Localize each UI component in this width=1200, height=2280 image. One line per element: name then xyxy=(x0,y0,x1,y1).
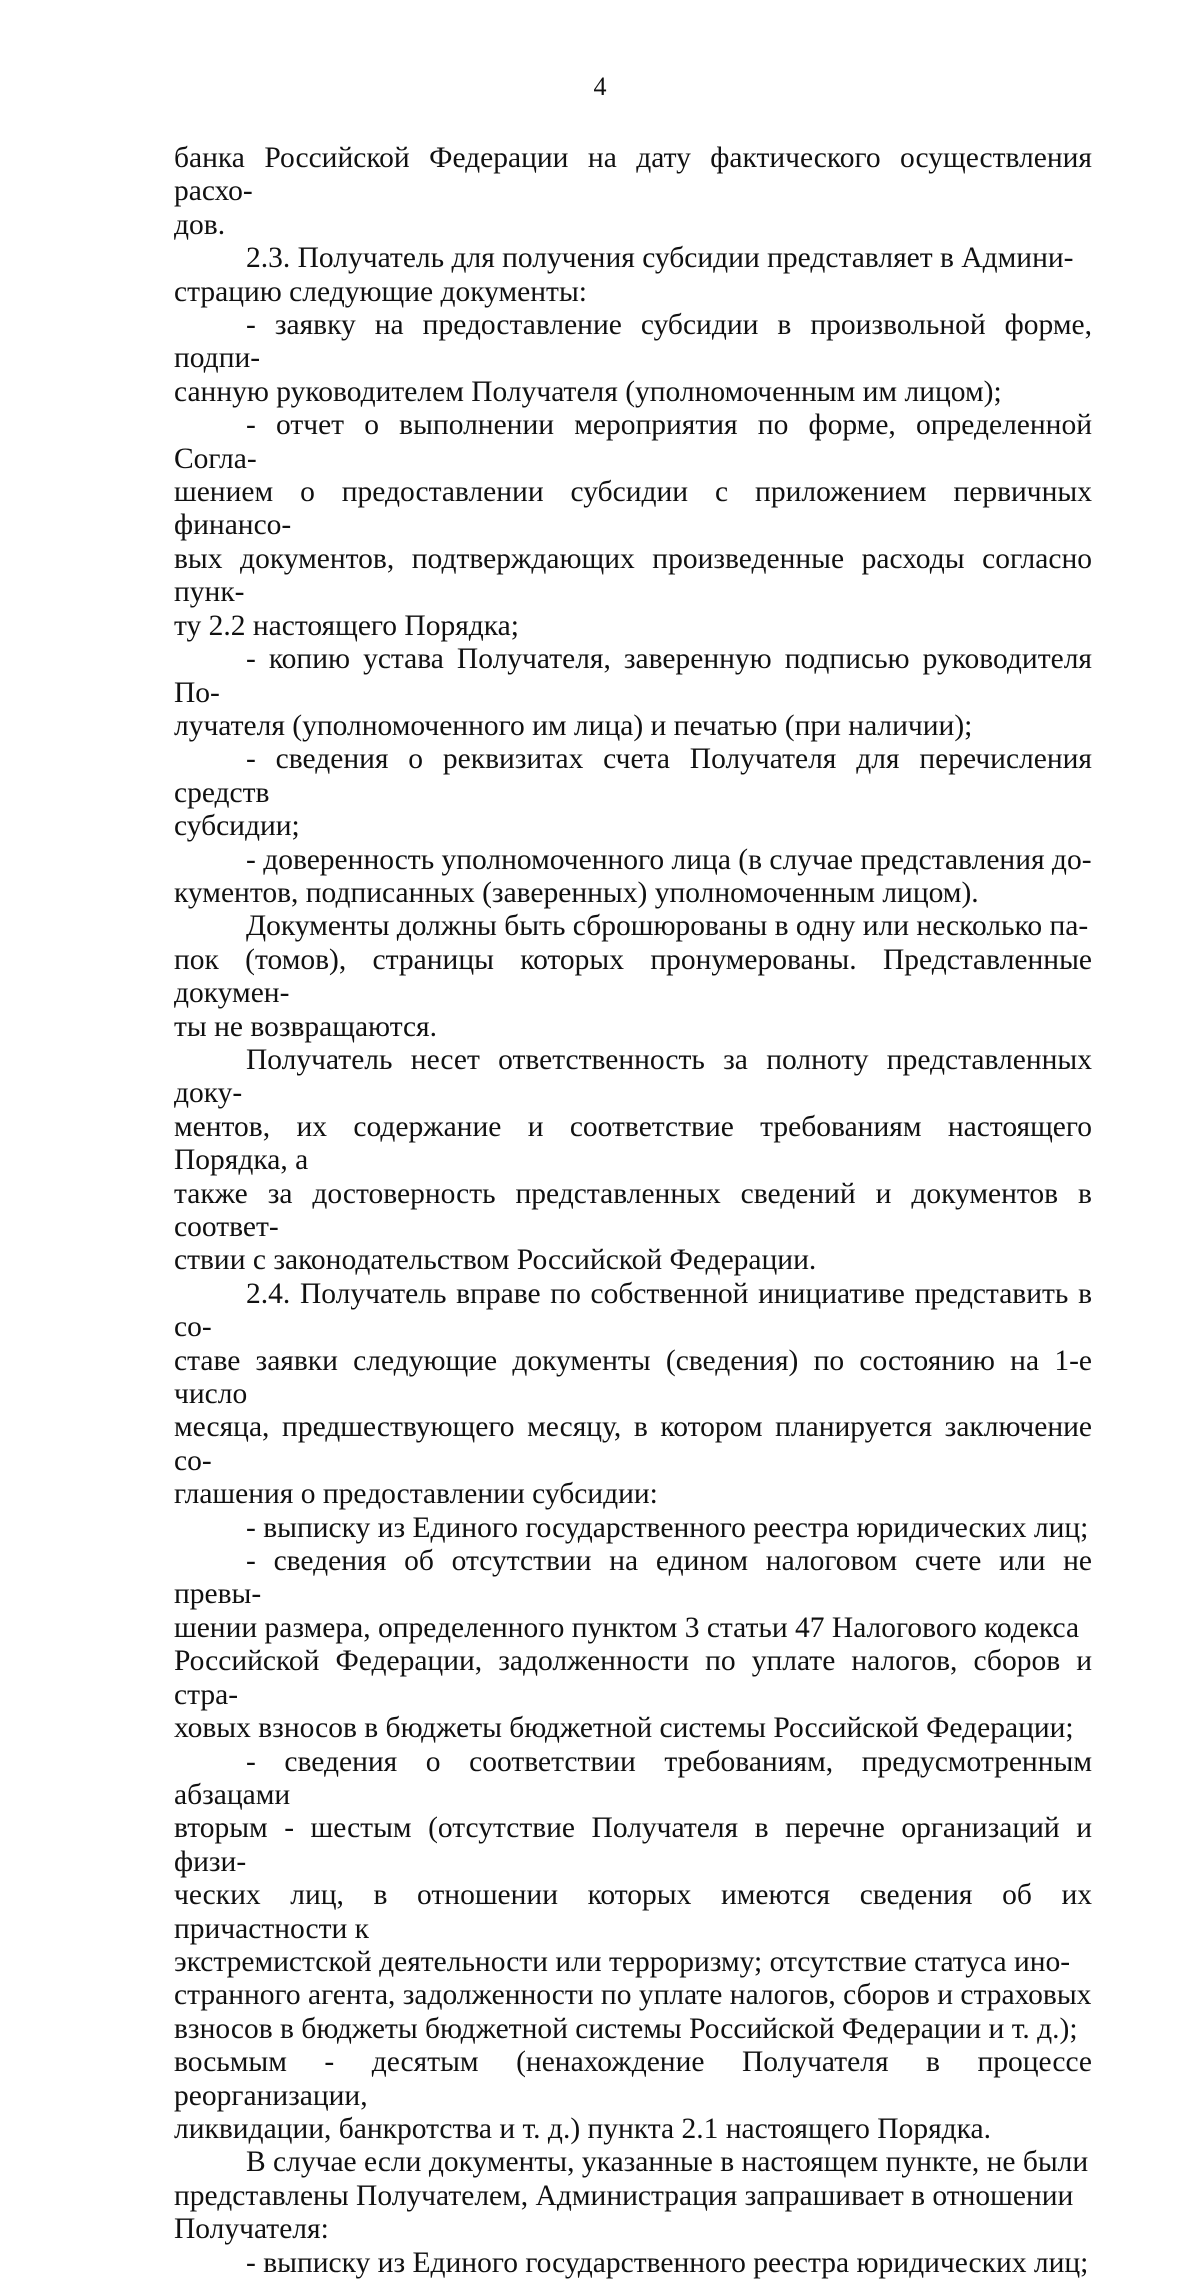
list-item-report: - отчет о выполнении мероприятия по форме, определенной Согла- шением о предоставлении субсидии с приложением первичных финансо- вых документов, подтверждающих произведенные расходы согласно пунк- ту 2.2 настоящего Порядка; xyxy=(174,409,1092,642)
paragraph-continuation-rates: банка Российской Федерации на дату фактического осуществления расхо- дов. xyxy=(174,142,1092,241)
list-item-tax-debt-info: - сведения об отсутствии на едином налоговом счете или не превы- шении размера, определенного пунктом 3 статьи 47 Налогового кодекса Российской Федерации, задолженности по уплате налогов, сборов и стра- ховых взносов в бюджеты бюджетной системы Российской Федерации; xyxy=(174,1545,1092,1745)
paragraph-administration-request: В случае если документы, указанные в настоящем пункте, не были представлены Получателем, Администрация запрашивает в отношении Получателя: xyxy=(174,2146,1089,2246)
list-item-registry-extract: - выписку из Единого государственного реестра юридических лиц; xyxy=(246,1511,1089,1544)
list-item-account-details: - сведения о реквизитах счета Получателя для перечисления средств субсидии; xyxy=(174,743,1092,843)
paragraph-2-3-intro: 2.3. Получатель для получения субсидии представляет в Админи- страцию следующие документы: xyxy=(174,242,1074,308)
document-body xyxy=(174,142,1092,2280)
list-item-compliance-info: - сведения о соответствии требованиям, предусмотренным абзацами вторым - шестым (отсутствие Получателя в перечне организаций и физи- ческих лиц, в отношении которых имеются сведения об их причастности к экстремистской деятельности или терроризму; отсутствие статуса ино- странного агента, задолженности по уплате налогов, сборов и страховых взносов в бюджеты бюджетной системы Российской Федерации и т. д.); восьмым - десятым (ненахождение Получателя в процессе реорганизации, ликвидации, банкротства и т. д.) пункта 2.1 настоящего Порядка. xyxy=(174,1745,1092,2145)
paragraph-binding-requirements: Документы должны быть сброшюрованы в одну или несколько па- пок (томов), страницы которых пронумерованы. Представленные докумен- ты не возвращаются. xyxy=(174,910,1092,1043)
list-item-registry-extract-request: - выписку из Единого государственного реестра юридических лиц; xyxy=(246,2246,1089,2279)
list-item-power-of-attorney: - доверенность уполномоченного лица (в случае представления до- кументов, подписанных (заверенных) уполномоченным лицом). xyxy=(174,843,1092,909)
page-number: 4 xyxy=(593,72,607,101)
list-item-charter-copy: - копию устава Получателя, заверенную подписью руководителя По- лучателя (уполномоченного им лица) и печатью (при наличии); xyxy=(174,643,1092,742)
list-item-application: - заявку на предоставление субсидии в произвольной форме, подпи- санную руководителем Получателя (уполномоченным им лицом); xyxy=(174,309,1092,408)
paragraph-2-4-intro: 2.4. Получатель вправе по собственной инициативе представить в со- ставе заявки следующие документы (сведения) по состоянию на 1-е число месяца, предшествующего месяцу, в котором планируется заключение со- глашения о предоставлении субсидии: xyxy=(174,1277,1092,1511)
paragraph-responsibility: Получатель несет ответственность за полноту представленных доку- ментов, их содержание и соответствие требованиям настоящего Порядка, а также за достоверность представленных сведений и документов в соответ- ствии с законодательством Российской Федерации. xyxy=(174,1043,1092,1277)
